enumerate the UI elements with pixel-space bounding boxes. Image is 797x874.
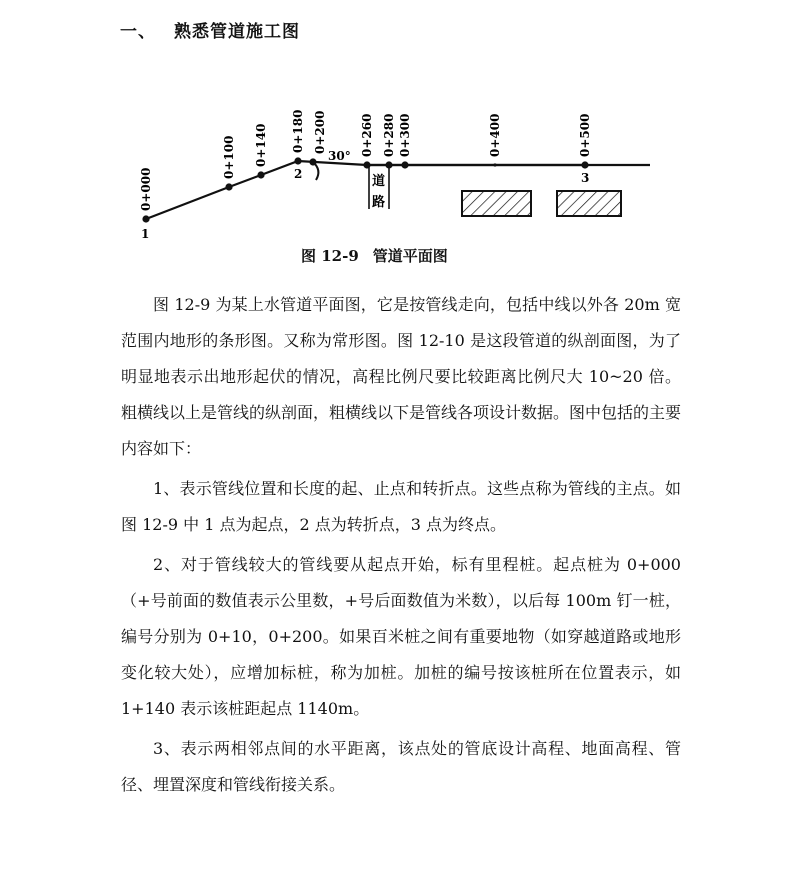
paragraph-item-1: 1、表示管线位置和长度的起、止点和转折点。这些点称为管线的主点。如图 12-9 中 1 点为起点，2 点为转折点，3 点为终点。 <box>121 479 681 534</box>
station-marker <box>581 161 588 168</box>
paragraph-intro: 图 12-9 为某上水管道平面图，它是按管线走向，包括中线以外各 20m 宽范围内地形的条形图。又称为常形图。图 12-10 是这段管道的纵剖面图，为了明显地表示出地形起伏的情况，高程比例尺要比较距离比例尺大 10~20 倍。粗横线以上是管线的纵剖面，粗横线以下是管线各项设计数据。图中包括的主要内容如下： <box>121 295 682 458</box>
station-label: 0+140 <box>254 123 268 167</box>
station-marker <box>401 161 408 168</box>
station-marker <box>493 163 496 166</box>
station-label: 0+100 <box>222 135 236 179</box>
figure-caption-number: 图 12-9 <box>301 247 359 265</box>
station-label: 0+180 <box>291 109 305 153</box>
station-marker <box>225 183 232 190</box>
station-label: 0+500 <box>578 113 592 157</box>
point-label-2: 2 <box>294 167 303 181</box>
section-number: 一、 <box>120 22 156 42</box>
station-marker <box>363 161 370 168</box>
point-label-3: 3 <box>581 171 590 185</box>
body-text <box>121 287 681 803</box>
figure-caption-title: 管道平面图 <box>372 247 448 265</box>
station-label: 0+000 <box>139 167 153 211</box>
station-label: 0+400 <box>488 113 502 157</box>
figure-caption <box>301 245 448 266</box>
road-label-1: 道 <box>372 174 386 189</box>
station-label: 0+280 <box>382 113 396 157</box>
paragraph-item-2: 2、对于管线较大的管线要从起点开始，标有里程桩。起点桩为 0+000（+号前面的数值表示公里数，+号后面数值为米数），以后每 100m 钉一桩，编号分别为 0+10，0+200。如果百米桩之间有重要地物（如穿越道路或地形变化较大处），应增加标桩，称为加桩。加桩的编号按该桩所在位置表示，如 1+140 表示该桩距起点 1140m。 <box>121 555 681 718</box>
road-label-2: 路 <box>372 195 386 210</box>
station-label: 0+300 <box>398 113 412 157</box>
station-marker <box>257 171 264 178</box>
paragraph-item-3: 3、表示两相邻点间的水平距离，该点处的管底设计高程、地面高程、管径、埋置深度和管线衔接关系。 <box>121 739 681 794</box>
station-marker <box>142 215 149 222</box>
station-marker <box>294 157 301 164</box>
station-marker <box>385 161 392 168</box>
point-label-1: 1 <box>141 227 150 241</box>
angle-label: 30° <box>328 149 351 163</box>
section-title: 熟悉管道施工图 <box>174 22 300 42</box>
building-2 <box>557 191 621 216</box>
station-label: 0+200 <box>313 110 327 154</box>
building-1 <box>462 191 531 216</box>
station-marker <box>309 158 316 165</box>
section-heading <box>120 17 300 42</box>
station-label: 0+260 <box>360 113 374 157</box>
